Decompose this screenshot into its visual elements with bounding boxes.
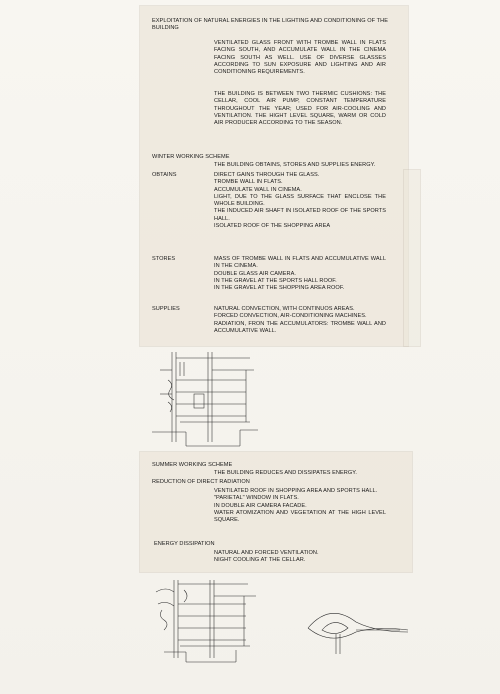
list-item: LIGHT, DUE TO THE GLASS SURFACE THAT ENCLOSE THE WHOLE BUILDING. bbox=[214, 193, 386, 208]
list-item: WATER ATOMIZATION AND VEGETATION AT THE HIGH LEVEL SQUARE. bbox=[214, 509, 386, 524]
cooling-diagram bbox=[300, 600, 410, 656]
list-item: DIRECT GAINS THROUGH THE GLASS. bbox=[214, 172, 320, 178]
reduction-label: REDUCTION OF DIRECT RADIATION bbox=[152, 479, 250, 485]
summer-intro: THE BUILDING REDUCES AND DISSIPATES ENERGY. bbox=[214, 470, 357, 476]
dissipation-label: ENERGY DISSIPATION bbox=[154, 541, 215, 547]
list-item: MASS OF TROMBE WALL IN FLATS AND ACCUMULATIVE WALL IN THE CINEMA. bbox=[214, 256, 386, 270]
list-item: ISOLATED ROOF OF THE SHOPPING AREA bbox=[214, 223, 331, 230]
list-item: IN THE GRAVEL AT THE SPORTS HALL ROOF. bbox=[214, 277, 337, 284]
list-item: RADIATION, FRON THE ACCUMULATORS: TROMBE WALL AND ACCUMULATIVE WALL. bbox=[214, 320, 386, 334]
winter-intro: THE BUILDING OBTAINS, STORES AND SUPPLIES ENERGY. bbox=[214, 162, 376, 168]
summer-heading: SUMMER WORKING SCHEME bbox=[152, 462, 233, 468]
list-item: NIGHT COOLING AT THE CELLAR. bbox=[214, 557, 306, 564]
stores-list bbox=[214, 256, 386, 292]
list-item: NATURAL AND FORCED VENTILATION. bbox=[214, 550, 319, 556]
intro-paragraph-2: THE BUILDING IS BETWEEN TWO THERMIC CUSHIONS: THE CELLAR, COOL AIR PUMP, CONSTANT TEMPERATURE THROUGHOUT THE YEAR; USED FOR AIR-COOLING AND VENTILATION. THE HIGHT LEVEL SQUARE, WARM OR COLD AIR PRODUCER ACCORDING TO THE SEASON. bbox=[214, 91, 386, 127]
list-item: ACCUMULATE WALL IN CINEMA. bbox=[214, 186, 302, 193]
list-item: TROMBE WALL IN FLATS. bbox=[214, 179, 283, 186]
list-item: DOUBLE GLASS AIR CAMERA. bbox=[214, 270, 297, 277]
tracing-paper-upper-edge bbox=[404, 170, 420, 346]
winter-heading: WINTER WORKING SCHEME bbox=[152, 154, 230, 160]
dissipation-list bbox=[214, 550, 386, 565]
document-title: EXPLOITATION OF NATURAL ENERGIES IN THE LIGHTING AND CONDITIONING OF THE BUILDING bbox=[152, 18, 388, 32]
winter-section-drawing bbox=[150, 350, 260, 450]
supplies-list bbox=[214, 306, 386, 335]
reduction-list bbox=[214, 488, 386, 524]
list-item: "PARIETAL" WINDOW IN FLATS. bbox=[214, 495, 299, 502]
intro-paragraph-1: VENTILATED GLASS FRONT WITH TROMBE WALL IN FLATS FACING SOUTH, AND ACCUMULATE WALL IN THE CINEMA FACING SOUTH AS WELL. USE OF DIVERSE GLASSES ACCORDING TO SUN EXPOSURE AND LIGHTING AND AIR CONDITIONING REQUIREMENTS. bbox=[214, 40, 386, 76]
list-item: FORCED CONVECTION, AIR-CONDITIONING MACHINES. bbox=[214, 313, 367, 320]
list-item: IN THE GRAVEL AT THE SHOPPING AREA ROOF. bbox=[214, 285, 345, 292]
list-item: VENTILATED ROOF IN SHOPPING AREA AND SPORTS HALL. bbox=[214, 488, 378, 494]
supplies-label: SUPPLIES bbox=[152, 306, 180, 312]
stores-label: STORES bbox=[152, 256, 176, 262]
obtains-list bbox=[214, 172, 386, 230]
list-item: IN DOUBLE AIR CAMERA FACADE. bbox=[214, 502, 307, 509]
obtains-label: OBTAINS bbox=[152, 172, 177, 178]
list-item: NATURAL CONVECTION, WITH CONTINUOS AREAS. bbox=[214, 306, 355, 312]
summer-section-drawing bbox=[150, 574, 260, 664]
list-item: THE INDUCED AIR SHAFT IN ISOLATED ROOF OF THE SPORTS HALL. bbox=[214, 208, 386, 222]
